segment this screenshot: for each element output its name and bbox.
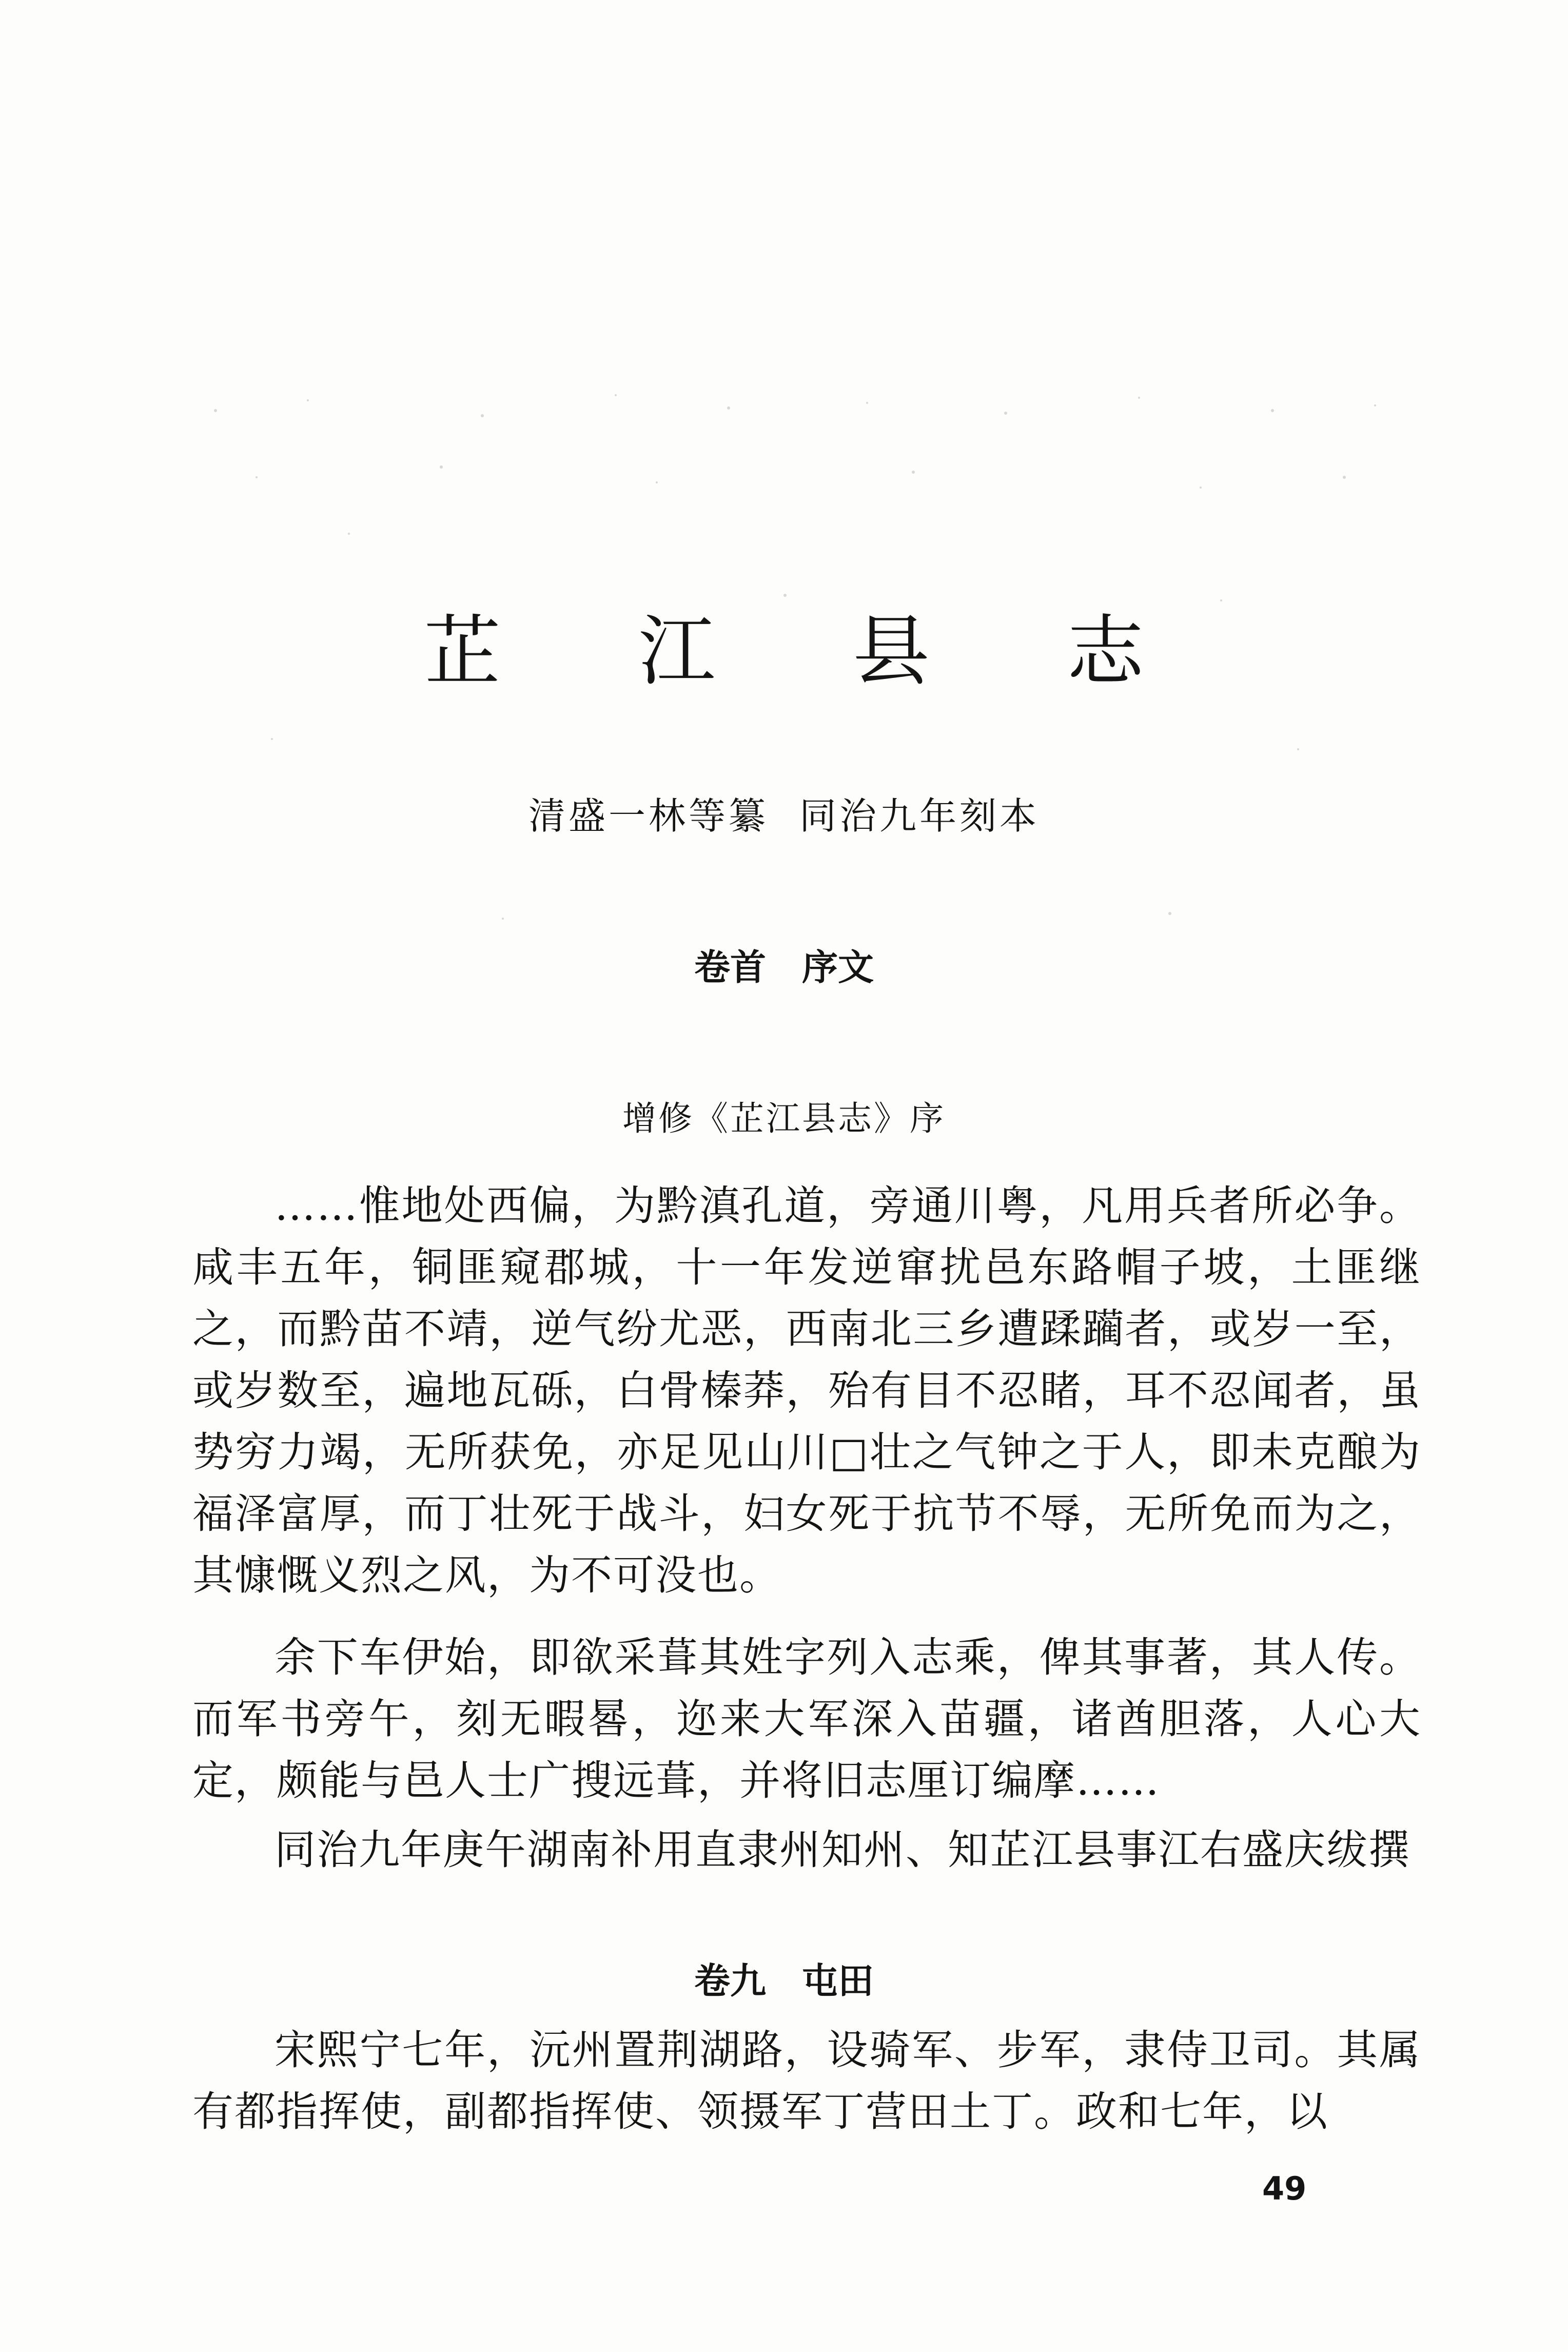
section-volume: 卷九 <box>694 1960 766 2002</box>
page-number: 49 <box>1262 2170 1307 2207</box>
section-volume: 卷首 <box>694 946 766 988</box>
paragraph: 宋熙宁七年，沅州置荆湖路，设骑军、步军，隶侍卫司。其属有都指挥使，副都指挥使、领摄军丁营田土丁。政和七年，以 <box>192 2026 1421 2135</box>
preface-body-2 <box>192 1627 1421 1812</box>
section-heading-tuntian <box>0 1958 1568 2004</box>
subtitle-editor: 清盛一林等纂 <box>528 794 769 838</box>
paragraph: ……惟地处西偏，为黔滇孔道，旁通川粤，凡用兵者所必争。咸丰五年，铜匪窥郡城，十一年发逆窜扰邑东路帽子坡，土匪继之，而黔苗不靖，逆气纷尤恶，西南北三乡遭蹂躏者，或岁一至，或岁数至，遍地瓦砾，白骨榛莽，殆有目不忍睹，耳不忍闻者，虽势穷力竭，无所获免，亦足见山川□壮之气钟之于人，即未克酿为福泽富厚，而丁壮死于战斗，妇女死于抗节不辱，无所免而为之，其慷慨义烈之风，为不可没也。 <box>192 1182 1421 1599</box>
preface-body <box>192 1175 1421 1606</box>
preface-signature <box>192 1819 1421 1881</box>
section-heading-preface <box>0 944 1568 990</box>
subtitle-edition: 同治九年刻本 <box>799 794 1040 838</box>
document-title: 芷 江 县 志 <box>424 607 1201 696</box>
section-name: 屯田 <box>802 1960 874 2002</box>
section-name: 序文 <box>802 946 874 988</box>
tuntian-body <box>192 2019 1421 2143</box>
paragraph: 同治九年庚午湖南补用直隶州知州、知芷江县事江右盛庆绂撰 <box>275 1826 1410 1874</box>
paragraph: 余下车伊始，即欲采葺其姓字列入志乘，俾其事著，其人传。而军书旁午，刻无暇晷，迩来大军深入苗疆，诸酋胆落，人心大定，颇能与邑人士广搜远葺，并将旧志厘订编摩…… <box>192 1634 1421 1804</box>
document-subtitle <box>0 793 1568 839</box>
preface-title: 增修《芷江县志》序 <box>622 1099 946 1138</box>
